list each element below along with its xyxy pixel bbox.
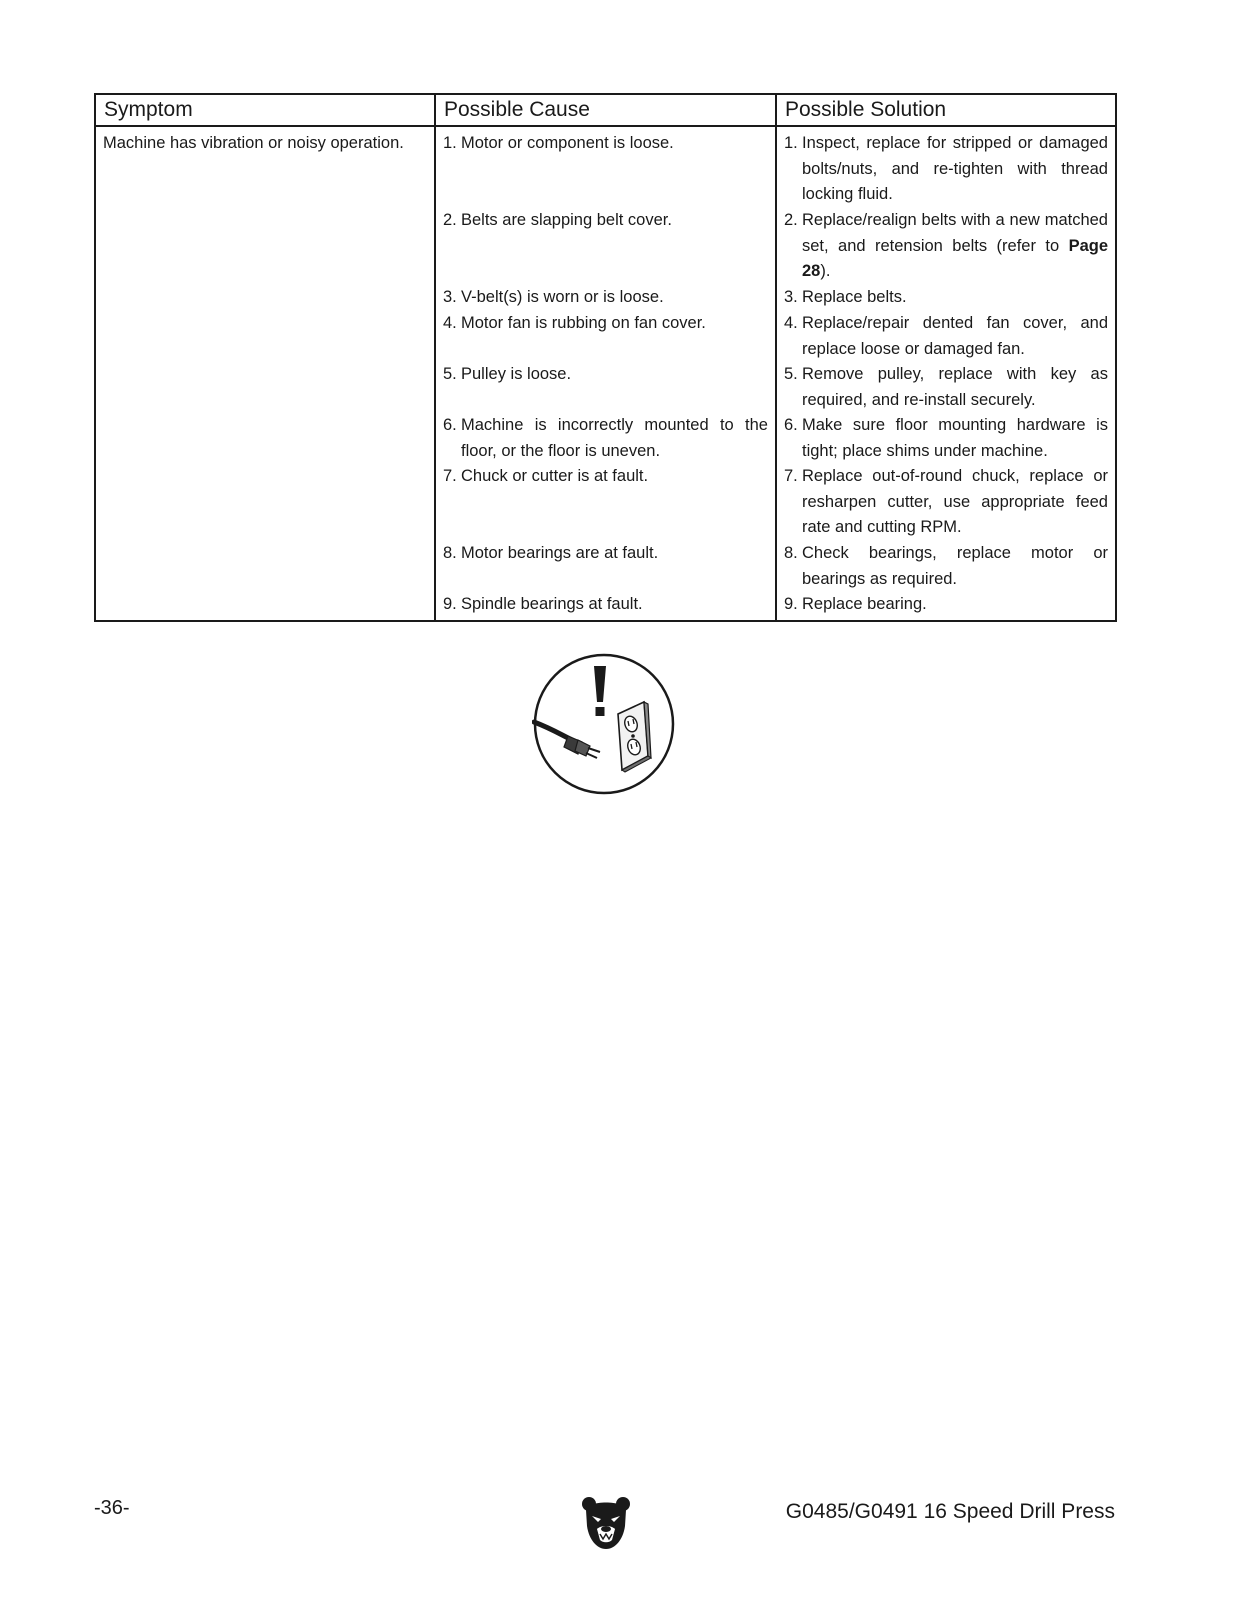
cause-item-3: 3. V-belt(s) is worn or is loose. bbox=[443, 288, 664, 306]
solution-item-3: 3. Replace belts. bbox=[784, 288, 907, 306]
header-symptom: Symptom bbox=[95, 94, 435, 126]
troubleshooting-table bbox=[94, 93, 1117, 622]
cause-cell bbox=[435, 126, 776, 621]
grizzly-bear-logo bbox=[581, 1496, 631, 1550]
cause-item-9: 9. Spindle bearings at fault. bbox=[443, 595, 643, 613]
cause-item-4: 4. Motor fan is rubbing on fan cover. bbox=[443, 314, 706, 332]
document-title: G0485/G0491 16 Speed Drill Press bbox=[785, 1500, 1115, 1523]
cause-item-1: 1. Motor or component is loose. bbox=[443, 134, 674, 152]
solution-item-2: 2. Replace/realign belts with a new matched set, and retension belts (refer to Page 28). bbox=[784, 211, 1108, 281]
cause-item-5: 5. Pulley is loose. bbox=[443, 365, 572, 383]
solution-item-8: 8. Check bearings, replace motor or bearings as required. bbox=[784, 544, 1108, 588]
solution-item-1: 1. Inspect, replace for stripped or damaged bolts/nuts, and re-tighten with thread locking fluid. bbox=[784, 134, 1108, 204]
table-header-row bbox=[95, 94, 1116, 126]
solution-cell bbox=[776, 126, 1116, 621]
page-reference: Page 28 bbox=[802, 236, 1108, 281]
cause-item-6: 6. Machine is incorrectly mounted to the floor, or the floor is uneven. bbox=[443, 416, 768, 460]
symptom-text: Machine has vibration or noisy operation. bbox=[103, 134, 404, 152]
solution-item-5: 5. Remove pulley, replace with key as required, and re-install securely. bbox=[784, 365, 1108, 409]
unplug-warning-icon bbox=[532, 652, 676, 796]
cause-item-8: 8. Motor bearings are at fault. bbox=[443, 544, 659, 562]
header-possible-solution: Possible Solution bbox=[776, 94, 1116, 126]
symptom-cell bbox=[95, 126, 435, 621]
header-possible-cause: Possible Cause bbox=[435, 94, 776, 126]
page-number: -36- bbox=[94, 1497, 130, 1519]
table-row bbox=[95, 126, 1116, 621]
solution-item-6: 6. Make sure floor mounting hardware is tight; place shims under machine. bbox=[784, 416, 1108, 460]
solution-item-9: 9. Replace bearing. bbox=[784, 595, 927, 613]
cause-item-2: 2. Belts are slapping belt cover. bbox=[443, 211, 672, 229]
solution-item-4: 4. Replace/repair dented fan cover, and replace loose or damaged fan. bbox=[784, 314, 1108, 358]
solution-item-7: 7. Replace out-of-round chuck, replace or resharpen cutter, use appropriate feed rate and cutting RPM. bbox=[784, 467, 1108, 537]
cause-item-7: 7. Chuck or cutter is at fault. bbox=[443, 467, 649, 485]
